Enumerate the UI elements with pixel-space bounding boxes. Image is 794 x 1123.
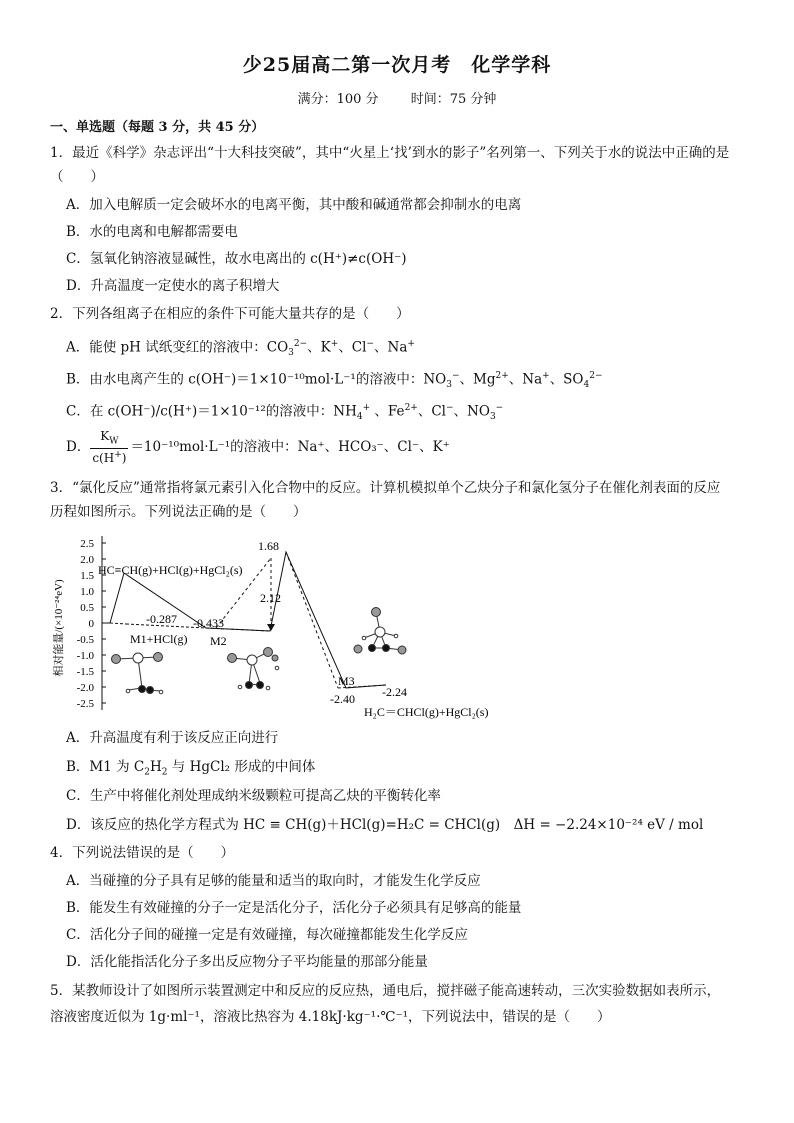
q2-d-text: ＝10⁻¹⁰mol·L⁻¹的溶液中：Na⁺、HCO₃⁻、Cl⁻、K⁺ <box>130 439 450 456</box>
q2-option-c: C．在 c(OH⁻)/c(H⁺)＝1×10⁻¹²的溶液中：$NH_4^+$ 、$Fe^{2+}$、Cl−、$NO_3^-$ <box>66 403 504 423</box>
product-value: -2.24 <box>382 685 407 699</box>
q3-option-d: D．该反应的热化学方程式为 HC ≡ CH(g)＋HCl(g)=H₂C = CHCl(g) ΔH = −2.24×10⁻²⁴ eV / mol <box>66 817 704 833</box>
q1-stem-line2: （ ） <box>50 169 104 185</box>
q2-c-text: C．在 c(OH⁻)/c(H⁺)＝1×10⁻¹²的溶液中： <box>66 403 334 420</box>
tick-label: 0.5 <box>80 602 94 614</box>
q2-option-b: B．由水电离产生的 c(OH⁻)＝1×10⁻¹⁰mol·L⁻¹的溶液中：$NO_3^-$、$Mg^{2+}$、Na+、$SO_4^{2-}$ <box>66 371 603 391</box>
kw-fraction: $\frac{K_W}{c(H^+)}$ <box>92 429 127 466</box>
m2-label: M2 <box>210 634 227 648</box>
y-axis-label: 相对能量/(×10⁻²⁴eV) <box>53 579 65 677</box>
q1-option-a: A．加入电解质一定会破坏水的电离平衡，其中酸和碱通常都会抑制水的电离 <box>66 197 522 213</box>
q1-option-b: B．水的电离和电解都需要电 <box>66 224 238 240</box>
q3-stem-line1: 3．“氯化反应”通常指将氯元素引入化合物中的反应。计算机模拟单个乙炔分子和氯化氢分子在催化剂表面的反应 <box>50 480 721 496</box>
tick-label: -1.0 <box>76 650 94 662</box>
q5-stem-line1: 5．某教师设计了如图所示装置测定中和反应的反应热，通电后，搅拌磁子能高速转动，三次实验数据如表所示， <box>50 983 721 999</box>
tick-label: 2.5 <box>80 538 94 550</box>
peak-value: 1.68 <box>258 539 279 553</box>
tick-label: -0.5 <box>76 634 94 646</box>
q3-b-prefix: B．M1 为 C <box>66 759 145 775</box>
m3-label: M3 <box>338 674 355 688</box>
q3-option-b: B．M1 为 $C_2H_2$ 与 HgCl₂ 形成的中间体 <box>66 759 316 778</box>
tick-label: -2.5 <box>76 698 94 710</box>
m3-value: -2.40 <box>330 692 355 706</box>
q1-stem-line1: 1．最近《科学》杂志评出“十大科技突破”，其中“火星上‘找’到水的影子”名列第一、下列关于水的说法中正确的是 <box>50 145 730 161</box>
q2-d-prefix: D． <box>66 439 91 456</box>
exam-title: 少25届高二第一次月考 化学学科 <box>242 54 552 76</box>
tick-label: -1.5 <box>76 666 94 678</box>
q2-a-text: A．能使 pH 试纸变红的溶液中： <box>66 339 267 356</box>
q2-stem: 2．下列各组离子在相应的条件下可能大量共存的是（ ） <box>50 306 410 322</box>
q2-option-d <box>66 430 756 465</box>
y-ticks <box>77 538 95 710</box>
tick-label: -2.0 <box>76 682 94 694</box>
tick-label: 2.0 <box>80 554 94 566</box>
q4-option-b: B．能发生有效碰撞的分子一定是活化分子，活化分子必须具有足够高的能量 <box>66 900 522 916</box>
q4-option-d: D．活化能指活化分子多出反应物分子平均能量的那部分能量 <box>66 954 428 970</box>
m2-value: -0.433 <box>193 616 224 630</box>
tick-label: 0 <box>88 618 94 630</box>
m1-label: M1+HCl(g) <box>130 632 188 646</box>
q3-option-a: A．升高温度有利于该反应正向进行 <box>66 730 279 746</box>
q4-option-a: A．当碰撞的分子具有足够的能量和适当的取向时，才能发生化学反应 <box>66 873 481 889</box>
q3-b-suffix: 与 HgCl₂ 形成的中间体 <box>167 759 316 775</box>
m1-value: -0.287 <box>146 612 177 626</box>
q2-b-text: B．由水电离产生的 c(OH⁻)＝1×10⁻¹⁰mol·L⁻¹的溶液中： <box>66 371 424 388</box>
m2-molecule-icon <box>228 648 279 690</box>
q1-option-c: C．氢氧化钠溶液显碱性，故水电离出的 c(H⁺)≠c(OH⁻) <box>66 251 407 267</box>
section-heading: 一、单选题（每题 3 分，共 45 分） <box>50 120 265 135</box>
full-score: 满分：100 分 <box>297 92 379 107</box>
q2-option-a: A．能使 pH 试纸变红的溶液中：$CO_3^{2-}$、K+、Cl−、Na+ <box>66 339 415 359</box>
reactant-label: HC≡CH(g)+HCl(g)+HgCl₂(s) <box>98 563 243 577</box>
exam-info <box>0 88 794 107</box>
q4-stem: 4．下列说法错误的是（ ） <box>50 845 235 861</box>
q3-option-c: C．生产中将催化剂处理成纳米级颗粒可提高乙炔的平衡转化率 <box>66 788 441 804</box>
barrier-value: 2.12 <box>260 591 281 605</box>
q3-stem-line2: 历程如图所示。下列说法正确的是（ ） <box>50 504 307 520</box>
tick-label: 1.5 <box>80 570 94 582</box>
product-label: H₂C＝CHCl(g)+HgCl₂(s) <box>364 705 489 719</box>
q4-option-c: C．活化分子间的碰撞一定是有效碰撞，每次碰撞都能发生化学反应 <box>66 927 468 943</box>
time-limit: 时间：75 分钟 <box>410 92 497 107</box>
tick-label: 1.0 <box>80 586 94 598</box>
energy-profile-diagram <box>46 528 516 728</box>
m3-molecule-icon <box>354 608 406 655</box>
m1-molecule-icon <box>112 653 163 694</box>
q5-stem-line2: 溶液密度近似为 1g·ml⁻¹，溶液比热容为 4.18kJ·kg⁻¹·℃⁻¹，下列说法中，错误的是（ ） <box>50 1009 611 1025</box>
q1-option-d: D．升高温度一定使水的离子积增大 <box>66 278 280 294</box>
